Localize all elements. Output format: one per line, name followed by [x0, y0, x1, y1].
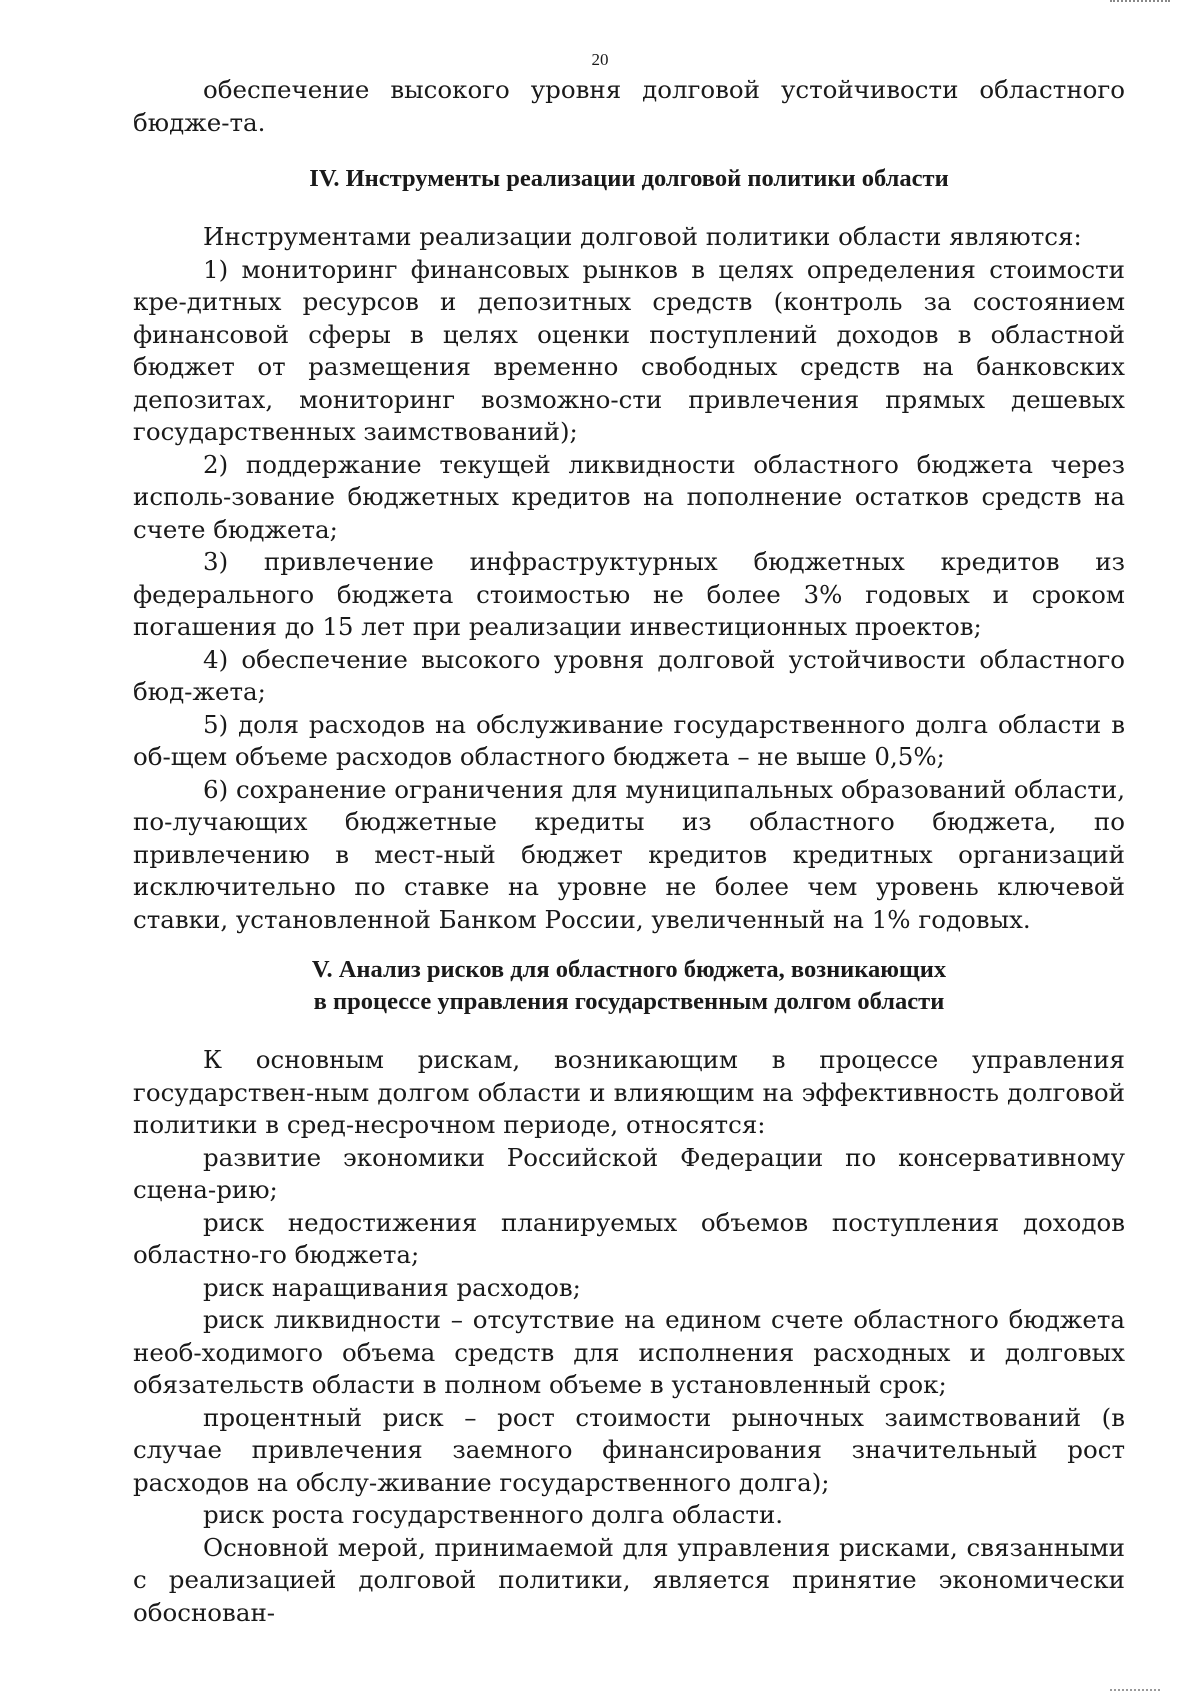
- section-4-item-6: 6) сохранение ограничения для муниципальных образований области, по-лучающих бюджетные кредиты из областного бюджета, по привлечению в мест-ный бюджет кредитов кредитных организаций исключительно по ставке на уровне не более чем уровень ключевой ставки, установленной Банком России, увеличенный на 1% годовых.: [133, 774, 1125, 934]
- paragraph-continuation: обеспечение высокого уровня долговой устойчивости областного бюдже-та.: [133, 75, 1125, 137]
- section-4-heading: IV. Инструменты реализации долговой политики области: [309, 165, 949, 192]
- scan-edge-mark: [1110, 0, 1170, 6]
- scan-edge-mark-bottom: [1110, 1685, 1160, 1691]
- section-4-item-2: 2) поддержание текущей ликвидности областного бюджета через исполь-зование бюджетных кредитов на пополнение остатков средств на счете бюджета;: [133, 449, 1125, 544]
- section-5-intro: К основным рискам, возникающим в процессе управления государствен-ным долгом области и влияющим на эффективность долговой политики в сред-несрочном периоде, относятся:: [133, 1045, 1125, 1139]
- risk-item-interest: процентный риск – рост стоимости рыночных заимствований (в случае привлечения заемного финансирования значительный рост расходов на обслу-живание государственного долга);: [133, 1402, 1125, 1497]
- risk-item-economy: развитие экономики Российской Федерации по консервативному сцена-рию;: [133, 1142, 1125, 1204]
- document-body: [133, 74, 1125, 1629]
- section-5-measures: Основной мерой, принимаемой для управления рисками, связанными с реализацией долговой политики, является принятие экономически обоснован-: [133, 1532, 1125, 1627]
- section-4-item-1: 1) мониторинг финансовых рынков в целях определения стоимости кре-дитных ресурсов и депозитных средств (контроль за состоянием финансовой сферы в целях оценки поступлений доходов в областной бюджет от размещения временно свободных средств на банковских депозитах, мониторинг возможно-сти привлечения прямых дешевых государственных заимствований);: [133, 254, 1125, 446]
- section-4-item-4: 4) обеспечение высокого уровня долговой устойчивости областного бюд-жета;: [133, 644, 1125, 706]
- risk-item-revenue: риск недостижения планируемых объемов поступления доходов областно-го бюджета;: [133, 1207, 1125, 1269]
- section-4-item-5: 5) доля расходов на обслуживание государственного долга области в об-щем объеме расходов областного бюджета – не выше 0,5%;: [133, 709, 1125, 771]
- risk-item-liquidity: риск ликвидности – отсутствие на едином счете областного бюджета необ-ходимого объема средств для исполнения расходных и долговых обязательств области в полном объеме в установленный срок;: [133, 1305, 1125, 1399]
- risk-item-debt-growth: риск роста государственного долга области.: [203, 1500, 784, 1529]
- section-5-heading: [133, 954, 1125, 1018]
- page-number: 20: [591, 50, 609, 69]
- section-5-heading-line-1: V. Анализ рисков для областного бюджета, возникающих: [311, 956, 947, 983]
- section-4-intro: Инструментами реализации долговой политики области являются:: [203, 222, 1082, 251]
- section-5-heading-line-2: в процессе управления государственным долгом области: [313, 988, 945, 1015]
- section-4-item-3: 3) привлечение инфраструктурных бюджетных кредитов из федерального бюджета стоимостью не более 3% годовых и сроком погашения до 15 лет при реализации инвестиционных проектов;: [133, 547, 1125, 641]
- risk-item-expenses: риск наращивания расходов;: [203, 1272, 581, 1302]
